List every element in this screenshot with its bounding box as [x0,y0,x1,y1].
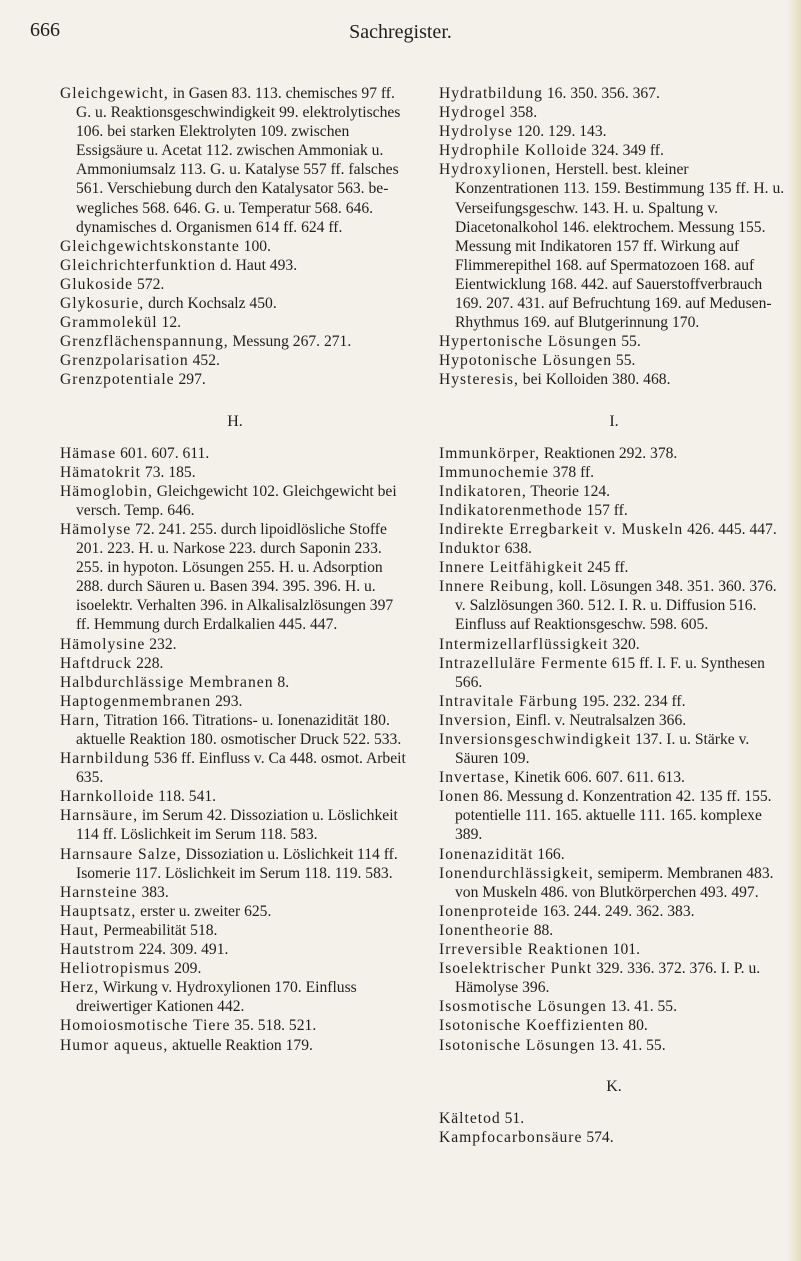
index-headword: Indirekte Erregbarkeit v. Muskeln [439,520,684,538]
index-references: Reaktionen 292. 378. [540,444,678,462]
index-references: 536 ff. Einfluss v. Ca 448. osmot. Arbeit 635. [76,750,406,787]
index-references: 228. [132,654,164,672]
index-headword: Inversionsgeschwindigkeit [439,731,632,748]
index-headword: Indikatoren, [439,482,527,500]
index-entry [439,332,789,351]
index-entry [60,332,410,351]
index-headword: Hämatokrit [60,463,142,481]
index-headword: Hypertonische Lösungen [439,333,618,351]
index-headword: Innere Leitfähigkeit [439,559,584,577]
index-headword: Grenzflächenspannung, [60,333,229,351]
index-headword: Kältetod [439,1109,501,1127]
index-entry [60,237,410,256]
index-entry [439,921,789,940]
index-headword: Induktor [439,540,501,558]
index-entry [439,539,789,558]
index-entry [439,654,789,692]
index-references: 574. [582,1128,614,1146]
index-headword: Hydroxylionen, [439,161,552,179]
index-entry [60,1036,410,1055]
index-entry [439,444,789,463]
index-headword: Halbdurchlässige Membranen [60,673,274,691]
index-headword: Gleichgewichtskonstante [60,237,240,255]
section-letter: H. [227,412,243,430]
index-references: 572. [133,275,165,293]
index-headword: Hydratbildung [439,85,543,102]
index-references: Titration 166. Titrations- u. Ionenazidität 180. aktuelle Reaktion 180. osmotischer Druck 522. 533. [76,711,402,748]
index-entry [60,902,410,921]
index-entry [60,959,410,978]
index-headword: Invertase, [439,769,511,787]
index-headword: Ionenproteide [439,902,539,920]
index-entry [60,444,410,463]
index-headword: Ionenazidität [439,845,534,863]
index-entry [60,787,410,806]
index-entry [439,997,789,1016]
index-headword: Ionendurchlässigkeit, [439,864,594,882]
index-headword: Inversion, [439,711,512,729]
index-references: aktuelle Reaktion 179. [168,1036,313,1054]
index-headword: Grenzpolarisation [60,352,189,370]
index-entry [60,294,410,313]
index-headword: Hydrolyse [439,123,513,141]
index-headword: Isosmotische Lösungen [439,998,607,1016]
index-entry [439,370,789,389]
index-headword: Hämase [60,444,117,462]
index-entry [439,902,789,921]
index-entry [439,1016,789,1035]
index-entry [60,749,410,787]
index-references: 73. 185. [141,463,196,481]
index-references: 195. 232. 234 ff. [577,692,686,710]
index-references: 157 ff. [582,501,628,519]
index-references: koll. Lösungen 348. 351. 360. 376. v. Salzlösungen 360. 512. I. R. u. Diffusion 516. Einfluss auf Reaktionsgeschw. 598. 605. [455,578,777,634]
index-headword: Hysteresis, [439,371,519,389]
index-references: 137. I. u. Stärke v. Säuren 109. [455,731,750,768]
index-headword: Hauptsatz, [60,902,137,920]
index-entry [60,883,410,902]
index-headword: Indikatorenmethode [439,501,583,519]
index-entry [439,768,789,787]
index-entry [439,482,789,501]
index-references: Gleichgewicht 102. Gleichgewicht bei versch. Temp. 646. [76,482,397,519]
index-headword: Glykosurie, [60,295,145,313]
index-references: 55. [612,352,636,370]
index-entry [60,711,410,749]
index-headword: Grammolekül [60,314,158,332]
index-headword: Isoelektrischer Punkt [439,960,593,978]
index-references: 329. 336. 372. 376. I. P. u. Hämolyse 396. [455,960,761,997]
index-references: Kinetik 606. 607. 611. 613. [510,769,685,787]
index-headword: Harnsaure Salze, [60,845,182,863]
index-references: 88. [529,921,554,939]
index-references: 452. [188,352,220,370]
index-headword: Hydrogel [439,104,506,122]
index-entry [439,1036,789,1055]
index-headword: Isotonische Koeffizienten [439,1017,625,1035]
index-headword: Hypotonische Lösungen [439,352,613,370]
index-headword: Harnsteine [60,883,138,901]
page-number: 666 [30,19,60,41]
index-headword: Hämolysine [60,635,146,653]
index-headword: Haptogenmembranen [60,692,212,710]
index-headword: Intrazelluläre Fermente [439,654,608,672]
index-entry [439,959,789,997]
index-entry [439,103,789,122]
index-entry [60,845,410,883]
index-references: Einfl. v. Neutralsalzen 366. [511,711,687,729]
index-headword: Herz, [60,979,100,997]
index-references: 383. [137,883,169,901]
index-references: 232. [145,635,177,653]
index-entry [60,370,410,389]
index-references: 51. [500,1109,525,1127]
index-references: semiperm. Membranen 483. von Muskeln 486. von Blutkörperchen 493. 497. [455,864,774,901]
index-headword: Immunochemie [439,463,549,481]
index-entry [439,141,789,160]
index-headword: Ionentheorie [439,921,530,939]
index-entry [439,940,789,959]
index-entry [60,654,410,673]
index-entry [60,635,410,654]
index-headword: Innere Reibung, [439,578,555,596]
index-headword: Harn, [60,711,101,729]
index-headword: Isotonische Lösungen [439,1036,596,1054]
index-entry [439,635,789,654]
index-entry [439,520,789,539]
index-headword: Haut, [60,921,100,939]
index-headword: Homoiosmotische Tiere [60,1017,231,1035]
index-entry [60,978,410,1016]
index-entry [439,787,789,844]
index-references: 101. [608,941,640,959]
index-references: 209. [170,960,202,978]
index-references: 13. 41. 55. [595,1036,666,1054]
index-entry [60,351,410,370]
index-entry [439,558,789,577]
index-references: 80. [624,1017,648,1035]
index-references: 601. 607. 611. [116,444,210,462]
index-entry [439,730,789,768]
index-headword: Intravitale Färbung [439,692,578,710]
index-entry [60,482,410,520]
index-headword: Immunkörper, [439,444,541,462]
index-references: 35. 518. 521. [230,1017,317,1035]
index-references: 320. [608,635,640,653]
index-headword: Hautstrom [60,941,135,959]
index-column-left [60,84,410,1055]
index-entry [439,463,789,482]
index-references: 324. 349 ff. [587,142,664,160]
index-references: 224. 309. 491. [134,941,229,959]
index-headword: Grenzpotentiale [60,371,175,389]
index-references: 615 ff. I. F. u. Synthesen 566. [455,654,765,691]
section-letter: K. [606,1077,622,1095]
index-headword: Gleichrichterfunktion [60,256,217,274]
index-headword: Harnkolloide [60,788,155,806]
index-references: bei Kolloiden 380. 468. [518,371,671,389]
index-headword: Hydrophile Kolloide [439,142,588,160]
index-references: im Serum 42. Dissoziation u. Löslichkeit 114 ff. Löslichkeit im Serum 118. 583. [76,807,398,844]
index-references: durch Kochsalz 450. [144,295,277,313]
index-references: 166. [533,845,565,863]
index-headword: Ionen [439,788,480,806]
index-entry [439,501,789,520]
index-entry [439,845,789,864]
index-references: Theorie 124. [526,482,611,500]
index-entry [439,577,789,634]
index-references: Dissoziation u. Löslichkeit 114 ff. Isomerie 117. Löslichkeit im Serum 118. 119. 583. [76,845,398,882]
index-entry [439,84,789,103]
index-references: Messung 267. 271. [228,333,352,351]
index-references: 118. 541. [154,788,217,806]
running-head: Sachregister. [349,21,452,43]
index-headword: Humor aqueus, [60,1036,169,1054]
index-references: 12. [157,314,182,332]
index-headword: Irreversible Reaktionen [439,941,609,959]
index-references: 297. [174,371,206,389]
index-references: 55. [617,333,641,351]
index-headword: Hämolyse [60,520,132,538]
index-references: 8. [273,673,290,691]
index-entry [60,692,410,711]
index-references: 86. Messung d. Konzentration 42. 135 ff. 155. potentielle 111. 165. aktuelle 111. 165. komplexe 389. [455,788,772,844]
index-entry [60,940,410,959]
index-entry [60,313,410,332]
index-references: 163. 244. 249. 362. 383. [538,902,695,920]
index-entry [60,275,410,294]
index-references: 638. [500,540,532,558]
section-letter: I. [609,412,619,430]
index-references: 358. [505,104,538,122]
index-headword: Hämoglobin, [60,482,153,500]
index-headword: Harnsäure, [60,807,138,825]
index-headword: Heliotropismus [60,960,171,978]
index-entry [439,351,789,370]
index-entry [439,122,789,141]
index-entry [60,921,410,940]
page-edge-shadow [787,0,801,1261]
index-references: 293. [211,692,243,710]
index-entry [60,673,410,692]
index-references: 16. 350. 356. 367. [542,85,660,102]
index-references: Wirkung v. Hydroxylionen 170. Einfluss dreiwertiger Kationen 442. [76,979,357,1016]
index-references: 426. 445. 447. [683,520,777,538]
index-entry [439,864,789,902]
index-entry [60,463,410,482]
index-headword: Harnbildung [60,750,150,768]
index-column-right [439,84,789,1147]
index-references: d. Haut 493. [216,256,298,274]
index-references: 100. [239,237,271,255]
index-headword: Haftdruck [60,654,133,672]
index-references: erster u. zweiter 625. [136,902,272,920]
index-references: 13. 41. 55. [606,998,677,1016]
index-references: Herstell. best. kleiner Konzentrationen 113. 159. Bestimmung 135 ff. H. u. Verseifungsgeschw. 143. H. u. Spaltung v. Diacetonalkohol 146. elektrochem. Messung 155. Messung mit Indikatoren 157 ff. Wirkung auf Flimmerepithel 168. auf Spermatozoen 168. auf Eientwicklung 168. 442. auf Sauerstoffverbrauch 169. 207. 431. auf Befruchtung 169. auf Medusen-Rhythmus 169. auf Blutgerinnung 170. [455,161,785,332]
index-references: 378 ff. [548,463,595,481]
index-entry [439,160,789,332]
index-entry [60,806,410,844]
index-entry [439,711,789,730]
index-references: 120. 129. 143. [512,123,607,141]
index-entry [439,1109,789,1128]
index-headword: Kampfocarbonsäure [439,1128,583,1146]
index-references: Permeabilität 518. [99,921,218,939]
index-entry [60,520,410,635]
index-entry [60,84,410,237]
index-headword: Glukoside [60,275,134,293]
index-entry [60,256,410,275]
index-headword: Gleichgewicht, [60,85,169,102]
index-headword: Intermizellarflüssigkeit [439,635,609,653]
index-entry [60,1016,410,1035]
index-entry [439,1128,789,1147]
index-references: 245 ff. [583,559,629,577]
index-references: 72. 241. 255. durch lipoidlösliche Stoffe 201. 223. H. u. Narkose 223. durch Saponin 233. 255. in hypoton. Lösungen 255. H. u. Adsorption 288. durch Säuren u. Basen 394. 395. 396. H. u. isoelektr. Verhalten 396. in Alkalisalzlösungen 397 ff. Hemmung durch Erdalkalien 445. 447. [76,520,394,634]
index-entry [439,692,789,711]
index-references: in Gasen 83. 113. chemisches 97 ff. G. u. Reaktionsgeschwindigkeit 99. elektrolytisches 106. bei starken Elektrolyten 109. zwischen Essigsäure u. Acetat 112. zwischen Ammoniak u. Ammoniumsalz 113. G. u. Katalyse 557 ff. falsches 561. Verschiebung durch den Katalysator 563. bewegliches 568. 646. G. u. Temperatur 568. 646. dynamisches d. Organismen 614 ff. 624 ff. [76,85,401,236]
